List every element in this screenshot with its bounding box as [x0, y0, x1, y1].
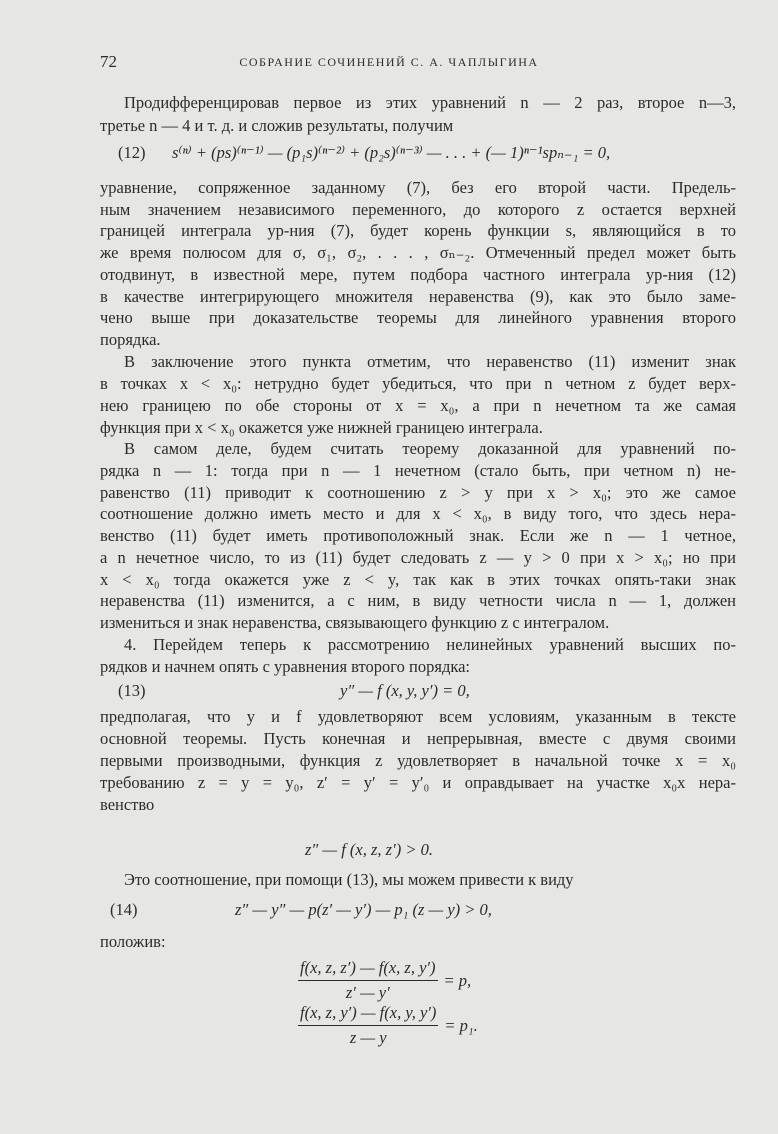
- text-line: рядков и начнем опять с уравнения второго порядка:: [100, 657, 471, 676]
- fraction-rhs: = p,: [443, 970, 472, 990]
- text-line: функция при x < x₀ окажется уже нижней границею интеграла.: [100, 418, 543, 437]
- page-number: 72: [100, 52, 117, 71]
- text-line: положив:: [100, 932, 166, 951]
- fraction-numerator: f(x, z, z′) — f(x, z, y′): [298, 958, 438, 981]
- text-line: предполагая, что y и f удовлетворяют всем условиям, указанным в тексте: [100, 707, 736, 726]
- text-line: чено выше при доказательстве теоремы для линейного уравнения второго: [100, 308, 736, 327]
- text-line: В заключение этого пункта отметим, что неравенство (11) изменит знак: [124, 352, 736, 371]
- equation-label: (13): [118, 681, 146, 700]
- text-line: x < x₀ тогда окажется уже z < y, так как в этих точках опять-таки знак: [100, 570, 736, 589]
- fraction-denominator: z′ — y′: [345, 983, 390, 1002]
- text-line: венство: [100, 795, 155, 814]
- equation-12: s⁽ⁿ⁾ + (ps)⁽ⁿ⁻¹⁾ — (p₁s)⁽ⁿ⁻²⁾ + (p₂s)⁽ⁿ⁻³⁾ — . . . + (— 1)ⁿ⁻¹spₙ₋₁ = 0,: [172, 143, 611, 162]
- text-line: отодвинут, в известной мере, путем подбора частного интеграла ур-ния (12): [100, 265, 736, 284]
- equation-label: (14): [110, 900, 138, 919]
- inequality: z″ — f (x, z, z′) > 0.: [305, 840, 433, 859]
- fraction-rhs: = p₁.: [444, 1015, 478, 1035]
- text-line: же время полюсом для σ, σ₁, σ₂, . . . , σₙ₋₂. Отмеченный предел может быть: [100, 243, 736, 262]
- text-line: в качестве интегрирующего множителя неравенства (9), как это было заме-: [100, 287, 736, 306]
- text-line: границей интеграла ур-ния (7), будет корень функции s, являющийся в то: [100, 221, 736, 240]
- fraction-numerator: f(x, z, y′) — f(x, y, y′): [298, 1003, 438, 1026]
- text-line: первыми производными, функция z удовлетворяет в начальной точке x = x₀: [100, 751, 736, 770]
- text-line: измениться и знак неравенства, связывающего функцию z с интегралом.: [100, 613, 610, 632]
- text-line: требованию z = y = y₀, z′ = y′ = y′₀ и оправдывает на участке x₀x нера-: [100, 773, 736, 792]
- text-line: рядка n — 1: тогда при n — 1 нечетном (стало быть, при четном n) не-: [100, 461, 736, 480]
- fraction-denominator: z — y: [349, 1028, 387, 1047]
- text-line: соотношение должно иметь место и для x < x₀, в виду того, что здесь нера-: [100, 504, 736, 523]
- text-line: уравнение, сопряженное заданному (7), без его второй части. Предель-: [100, 178, 736, 197]
- equation-14: z″ — y″ — p(z′ — y′) — p₁ (z — y) > 0,: [235, 900, 492, 919]
- text-line: ным значением независимого переменного, до которого z остается верхней: [100, 200, 736, 219]
- text-line: Это соотношение, при помощи (13), мы можем привести к виду: [124, 870, 574, 889]
- text-line: равенство (11) приводит к соотношению z > y при x > x₀; это же самое: [100, 483, 736, 502]
- text-line: основной теоремы. Пусть конечная и непрерывная, вместе с двумя своими: [100, 729, 736, 748]
- fraction-p1: [298, 1003, 478, 1048]
- fraction-p: [298, 958, 471, 1003]
- text-line: Продифференцировав первое из этих уравнений n — 2 раз, второе n—3,: [124, 93, 736, 112]
- text-line: порядка.: [100, 330, 161, 349]
- text-line: неравенства (11) изменится, а с ним, в виду четности числа n — 1, должен: [100, 591, 736, 610]
- text-line: нею границею по обе стороны от x = x₀, а при n нечетном та же самая: [100, 396, 736, 415]
- equation-label: (12): [118, 143, 146, 162]
- text-line: венство (11) будет иметь противоположный знак. Если же n — 1 четное,: [100, 526, 736, 545]
- text-line: а n нечетное число, то из (11) будет следовать z — y > 0 при x > x₀; но при: [100, 548, 736, 567]
- section-4-heading-line: 4. Перейдем теперь к рассмотрению нелинейных уравнений высших по-: [124, 635, 736, 654]
- text-line: В самом деле, будем считать теорему доказанной для уравнений по-: [124, 439, 736, 458]
- equation-13: y″ — f (x, y, y′) = 0,: [340, 681, 470, 700]
- running-title: СОБРАНИЕ СОЧИНЕНИЙ С. А. ЧАПЛЫГИНА: [239, 55, 539, 69]
- text-line: в точках x < x₀: нетрудно будет убедиться, что при n четном z будет верх-: [100, 374, 736, 393]
- text-line: третье n — 4 и т. д. и сложив результаты, получим: [100, 116, 454, 135]
